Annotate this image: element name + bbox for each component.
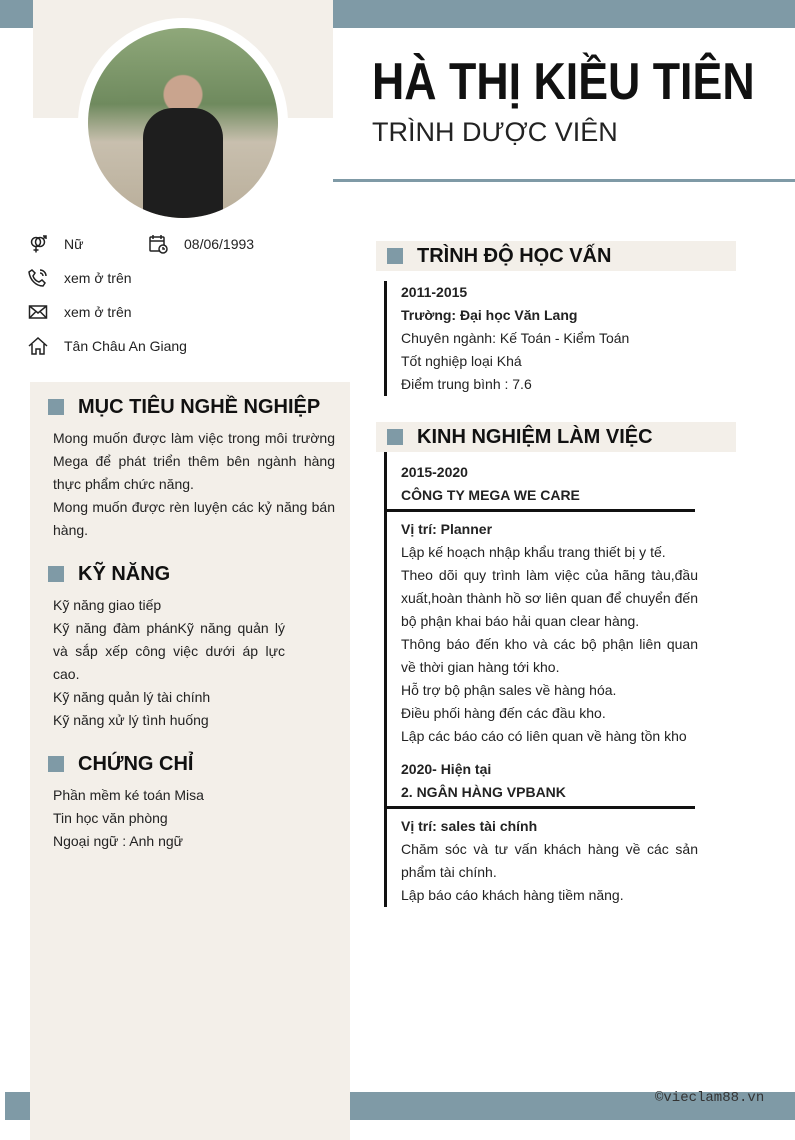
email-row bbox=[28, 302, 132, 322]
calendar-icon bbox=[148, 234, 168, 254]
birthday-row bbox=[148, 234, 254, 254]
address-row bbox=[28, 336, 187, 356]
job-company: 2. NGÂN HÀNG VPBANK bbox=[401, 784, 566, 800]
experience-heading bbox=[376, 422, 736, 452]
job-line: Thông báo đến kho và các bộ phận liên quan về thời gian hàng tới kho. bbox=[401, 636, 698, 675]
job-line: Hỗ trợ bộ phận sales về hàng hóa. bbox=[401, 682, 617, 698]
gender-row bbox=[28, 234, 83, 254]
certificates-title: CHỨNG CHỈ bbox=[78, 753, 194, 775]
education-line: Tốt nghiệp loại Khá bbox=[401, 353, 522, 369]
phone-icon bbox=[28, 268, 48, 288]
header-divider bbox=[333, 179, 795, 182]
objective-line: Mong muốn được rèn luyện các kỷ năng bán hàng. bbox=[53, 499, 335, 538]
experience-timeline bbox=[384, 452, 706, 907]
certificate-item: Tin học văn phòng bbox=[53, 810, 168, 826]
certificate-item: Ngoại ngữ : Anh ngữ bbox=[53, 833, 184, 849]
email-value: xem ở trên bbox=[64, 304, 132, 320]
job-line: Lập các báo cáo có liên quan về hàng tồn kho bbox=[401, 728, 687, 744]
skill-item: Kỹ năng đàm phánKỹ năng quản lý và sắp xếp công việc dưới áp lực cao. bbox=[53, 620, 285, 682]
education-school: Trường: Đại học Văn Lang bbox=[401, 307, 578, 323]
left-column bbox=[48, 395, 338, 853]
skill-item: Kỹ năng quản lý tài chính bbox=[53, 689, 211, 705]
candidate-name: HÀ THỊ KIỀU TIÊN bbox=[372, 53, 755, 111]
objective-heading bbox=[48, 395, 338, 419]
experience-title: KINH NGHIỆM LÀM VIỆC bbox=[417, 425, 653, 448]
candidate-role: TRÌNH DƯỢC VIÊN bbox=[372, 117, 618, 147]
job-header bbox=[387, 461, 695, 512]
birthday-value: 08/06/1993 bbox=[184, 236, 255, 252]
skill-item: Kỹ năng giao tiếp bbox=[53, 597, 162, 613]
job-line: Lập báo cáo khách hàng tiềm năng. bbox=[401, 887, 624, 903]
job-details bbox=[401, 809, 698, 907]
section-marker bbox=[48, 399, 64, 415]
section-marker bbox=[48, 756, 64, 772]
section-marker bbox=[387, 248, 403, 264]
job-details bbox=[401, 512, 698, 748]
education-heading bbox=[376, 241, 736, 271]
job-header bbox=[387, 758, 695, 809]
job-line: Chăm sóc và tư vấn khách hàng về các sản phẩm tài chính. bbox=[401, 841, 698, 880]
job-position: Vị trí: sales tài chính bbox=[401, 818, 538, 834]
home-icon bbox=[28, 336, 48, 356]
job-line: Điều phối hàng đến các đầu kho. bbox=[401, 705, 606, 721]
phone-row bbox=[28, 268, 132, 288]
objective-line: Mong muốn được làm việc trong môi trường Mega để phát triển thêm bên ngành hàng thực phẩm chức năng. bbox=[53, 430, 335, 492]
section-marker bbox=[387, 429, 403, 445]
objective-text bbox=[53, 427, 335, 542]
job-company: CÔNG TY MEGA WE CARE bbox=[401, 487, 580, 503]
job-position: Vị trí: Planner bbox=[401, 521, 493, 537]
education-line: Chuyên ngành: Kế Toán - Kiểm Toán bbox=[401, 330, 630, 346]
envelope-icon bbox=[28, 302, 48, 322]
education-line: Điểm trung bình : 7.6 bbox=[401, 376, 532, 392]
skills-list bbox=[53, 594, 285, 732]
job-period: 2020- Hiện tại bbox=[401, 761, 492, 777]
sidebar-bottom bbox=[30, 1092, 350, 1140]
education-timeline bbox=[384, 281, 706, 396]
job-period: 2015-2020 bbox=[401, 464, 468, 480]
section-marker bbox=[48, 566, 64, 582]
education-period: 2011-2015 bbox=[401, 284, 468, 300]
skill-item: Kỹ năng xử lý tình huống bbox=[53, 712, 209, 728]
certificates-list bbox=[53, 784, 335, 853]
avatar bbox=[88, 28, 278, 218]
education-title: TRÌNH ĐỘ HỌC VẤN bbox=[417, 244, 612, 267]
certificates-heading bbox=[48, 752, 338, 776]
job-line: Theo dõi quy trình làm việc của hãng tàu,đầu xuất,hoàn thành hồ sơ liên quan để chuyển đến bộ phận khai báo hải quan clear hàng. bbox=[401, 567, 698, 629]
skills-title: KỸ NĂNG bbox=[78, 563, 171, 585]
gender-value: Nữ bbox=[64, 236, 84, 252]
right-column bbox=[376, 241, 736, 907]
job-line: Lập kế hoạch nhập khẩu trang thiết bị y tế. bbox=[401, 544, 666, 560]
education-body bbox=[401, 281, 698, 396]
certificate-item: Phần mềm ké toán Misa bbox=[53, 787, 204, 803]
profile-photo bbox=[78, 18, 288, 228]
objective-title: MỤC TIÊU NGHỀ NGHIỆP bbox=[78, 396, 321, 418]
watermark: ©vieclam88.vn bbox=[655, 1090, 765, 1106]
gender-icon bbox=[28, 234, 48, 254]
phone-value: xem ở trên bbox=[64, 270, 132, 286]
address-value: Tân Châu An Giang bbox=[64, 338, 187, 354]
skills-heading bbox=[48, 562, 338, 586]
